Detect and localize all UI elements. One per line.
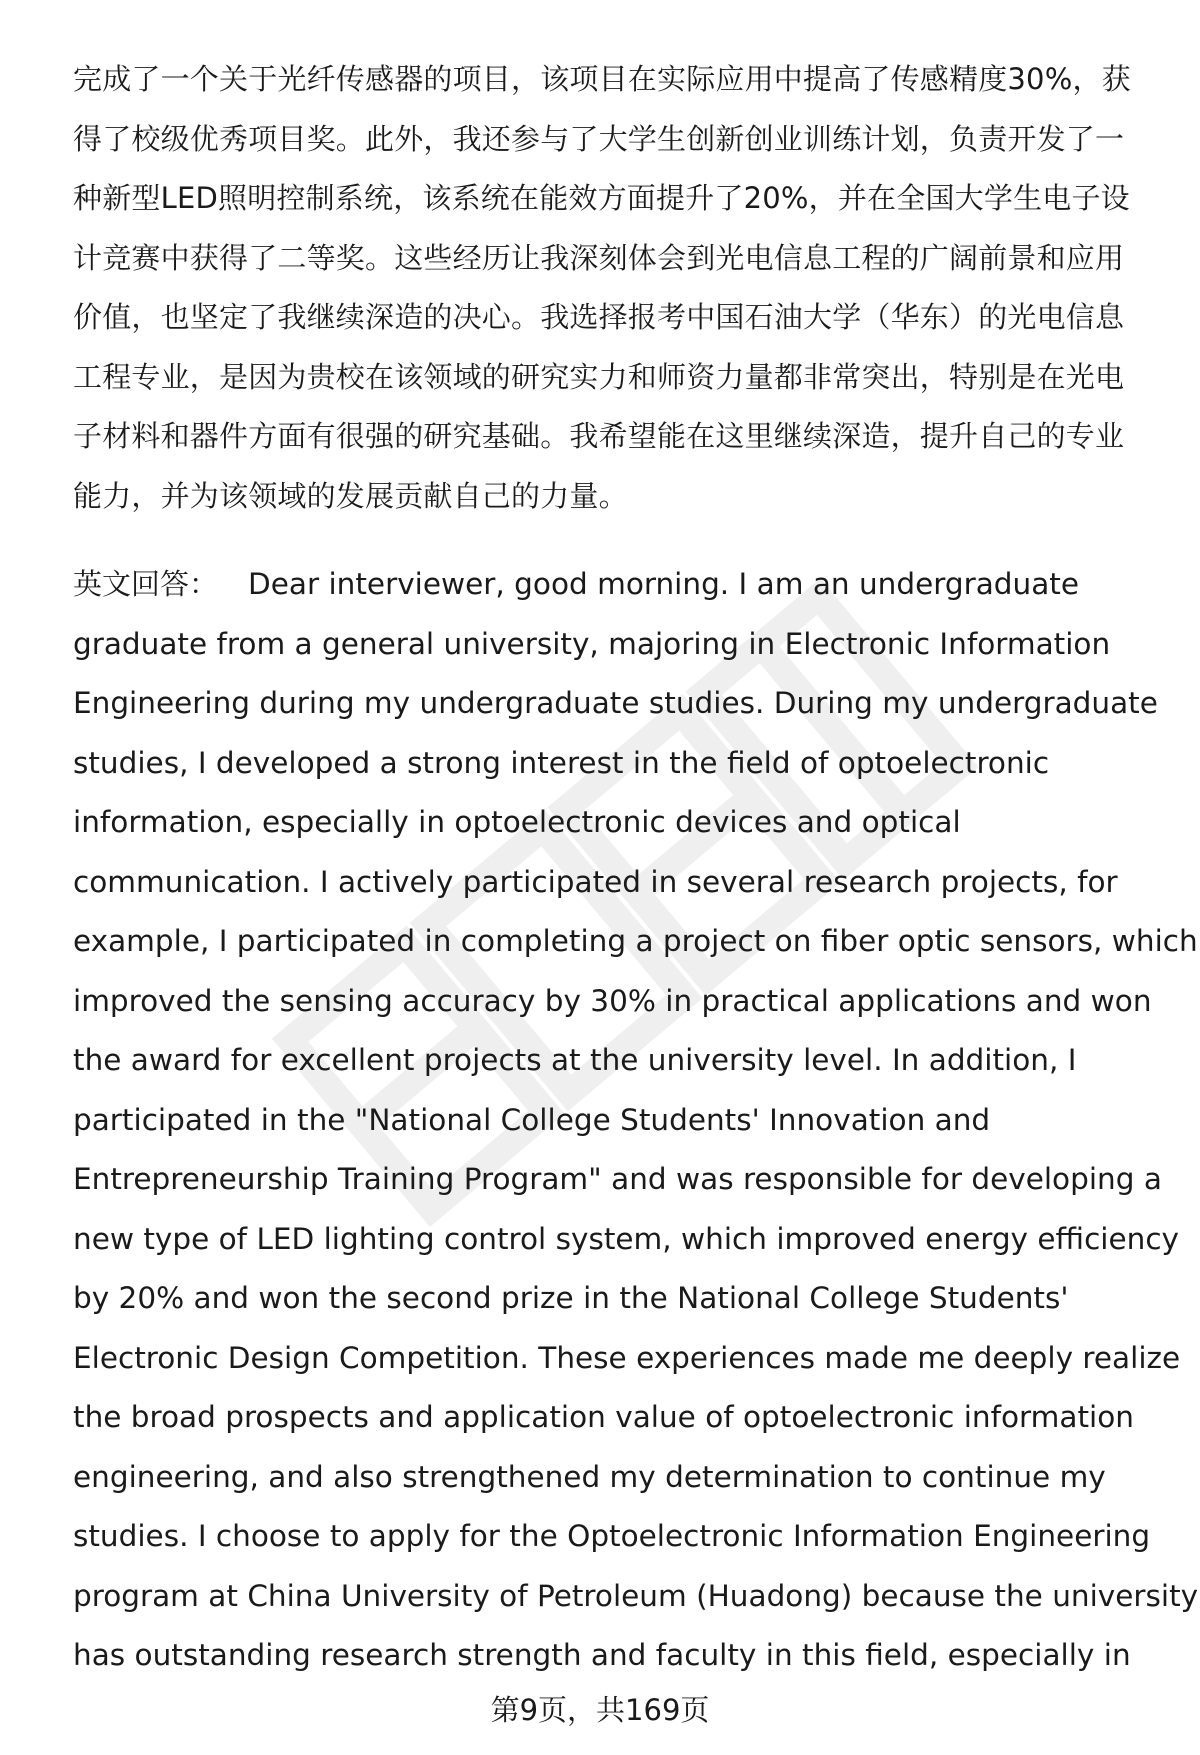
english-line: participated in the "National College Students' Innovation and (73, 1102, 991, 1137)
chinese-line: 子材料和器件方面有很强的研究基础。我希望能在这里继续深造，提升自己的专业 (73, 419, 1125, 453)
english-line: the broad prospects and application value of optoelectronic information (73, 1400, 1134, 1434)
english-answer-paragraph (73, 555, 1199, 1686)
chinese-line: 工程专业，是因为贵校在该领域的研究实力和师资力量都非常突出，特别是在光电 (73, 359, 1125, 394)
english-line: example, I participated in completing a project on fiber optic sensors, which (73, 924, 1198, 958)
english-line: information, especially in optoelectronic devices and optical (73, 805, 961, 839)
english-line-first (73, 555, 1153, 615)
english-line: has outstanding research strength and faculty in this field, especially in (73, 1638, 1131, 1672)
english-line: new type of LED lighting control system, which improved energy efficiency (73, 1221, 1180, 1256)
english-line: by 20% and won the second prize in the National College Students' (73, 1281, 1069, 1315)
english-line-text: Dear interviewer, good morning. I am an undergraduate (248, 567, 1079, 601)
english-line: studies, I developed a strong interest in the field of optoelectronic (73, 745, 1050, 780)
english-line: improved the sensing accuracy by 30% in practical applications and won (73, 983, 1152, 1018)
english-line: Electronic Design Competition. These experiences made me deeply realize (73, 1340, 1181, 1375)
english-line: studies. I choose to apply for the Optoelectronic Information Engineering (73, 1519, 1151, 1553)
chinese-line: 计竞赛中获得了二等奖。这些经历让我深刻体会到光电信息工程的广阔前景和应用 (73, 240, 1125, 275)
english-line: Entrepreneurship Training Program" and was responsible for developing a (73, 1162, 1162, 1196)
chinese-line: 得了校级优秀项目奖。此外，我还参与了大学生创新创业训练计划，负责开发了一 (73, 121, 1125, 156)
chinese-line: 能力，并为该领域的发展贡献自己的力量。 (73, 478, 628, 513)
chinese-line: 种新型LED照明控制系统，该系统在能效方面提升了20%，并在全国大学生电子设 (73, 181, 1130, 215)
english-line: communication. I actively participated in several research projects, for (73, 864, 1118, 899)
english-line: the award for excellent projects at the university level. In addition, I (73, 1043, 1077, 1077)
page-indicator: 第9页，共169页 (490, 1693, 710, 1727)
chinese-line: 完成了一个关于光纤传感器的项目，该项目在实际应用中提高了传感精度30%，获 (73, 62, 1131, 96)
english-line: graduate from a general university, majoring in Electronic Information (73, 626, 1111, 661)
english-answer-label: 英文回答： (73, 567, 219, 601)
english-line: engineering, and also strengthened my determination to continue my (73, 1459, 1106, 1494)
chinese-line: 价值，也坚定了我继续深造的决心。我选择报考中国石油大学（华东）的光电信息 (73, 300, 1125, 334)
english-line: program at China University of Petroleum (Huadong) because the university (73, 1578, 1199, 1613)
chinese-paragraph (73, 50, 1153, 526)
english-line: Engineering during my undergraduate studies. During my undergraduate (73, 686, 1158, 720)
